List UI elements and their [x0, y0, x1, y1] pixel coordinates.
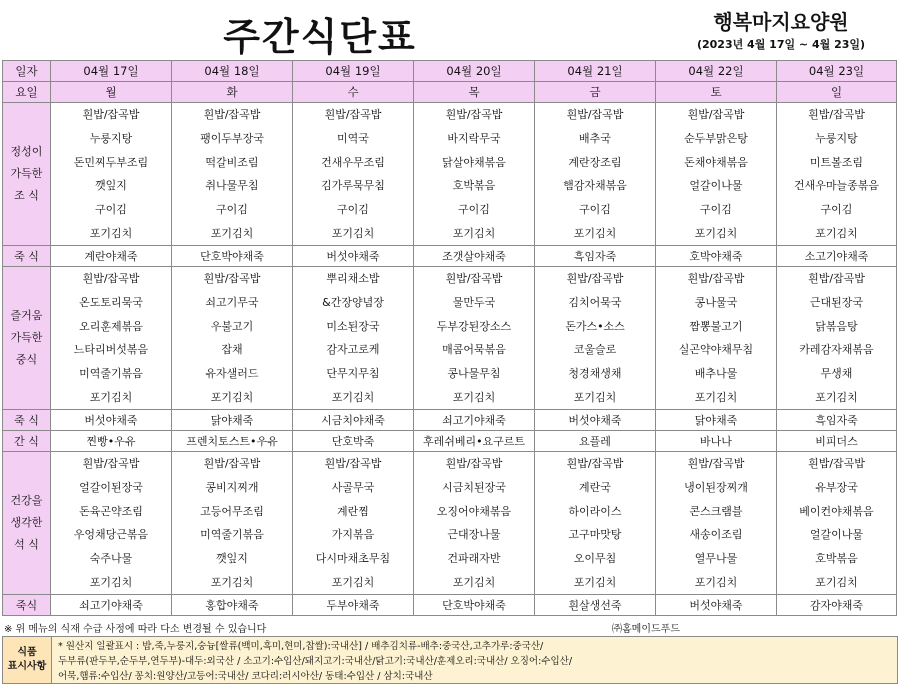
- menu-item: 프렌치토스트•우유: [172, 431, 293, 452]
- menu-item: 미역국: [337, 131, 369, 145]
- menu-item: 쇠고기야채죽: [51, 595, 172, 616]
- menu-item: 흰밥/잡곡밥: [687, 457, 745, 471]
- menu-item: 누룽지탕: [89, 131, 133, 145]
- menu-item: 버섯야채죽: [51, 410, 172, 431]
- menu-item: 흰밥/잡곡밥: [203, 108, 261, 122]
- weekday-cell: 금: [535, 82, 656, 103]
- menu-item: 단호박야채죽: [414, 595, 535, 616]
- meal-label: [3, 452, 51, 595]
- menu-item: 냉이된장찌개: [684, 480, 748, 494]
- menu-item: 돈채야채볶음: [684, 155, 748, 169]
- menu-item: 포기김치: [573, 390, 617, 404]
- menu-cell: [172, 103, 293, 246]
- menu-item: 가지볶음: [331, 528, 375, 542]
- menu-item-list: [51, 103, 171, 245]
- menu-item: 포기김치: [452, 575, 496, 589]
- menu-item: 햄감자채볶음: [563, 179, 627, 193]
- menu-item: 순두부맑은탕: [684, 131, 748, 145]
- date-cell: 04월 23일: [777, 61, 897, 82]
- menu-item: 오이무침: [573, 551, 617, 565]
- menu-item: 잡채: [221, 343, 243, 357]
- dinner-row: [3, 452, 897, 595]
- menu-item: 취나물무침: [205, 179, 259, 193]
- menu-item-list: [172, 103, 292, 245]
- meal-label-line: 즐거움: [10, 309, 43, 322]
- menu-item: 콘스크램블: [689, 504, 743, 518]
- date-cell: 04월 21일: [535, 61, 656, 82]
- menu-item-list: [51, 452, 171, 594]
- menu-item: 호박볶음: [815, 551, 858, 565]
- menu-item-list: [777, 452, 896, 594]
- meal-label-line: 가득한: [10, 167, 43, 180]
- menu-item: 누룽지탕: [815, 131, 858, 145]
- menu-item: 배추국: [579, 131, 611, 145]
- menu-item: 흑임자죽: [535, 246, 656, 267]
- menu-item-list: [777, 267, 896, 409]
- menu-item: 닭볶음탕: [815, 319, 858, 333]
- row-label: 죽식: [3, 595, 51, 616]
- menu-cell: [293, 267, 414, 410]
- menu-item: 호박볶음: [452, 179, 496, 193]
- menu-item: 포기김치: [452, 226, 496, 240]
- menu-item-list: [293, 452, 413, 594]
- menu-item: 돈육곤약조림: [79, 504, 143, 518]
- origin-label-line: 식품: [17, 647, 37, 658]
- menu-item: 버섯야채죽: [535, 410, 656, 431]
- manufacturer: ㈜홈메이드푸드: [612, 624, 680, 635]
- menu-item: 무생채: [820, 366, 853, 380]
- menu-item: 계란찜: [337, 504, 369, 518]
- weekday-cell: 목: [414, 82, 535, 103]
- menu-item: 흰밥/잡곡밥: [445, 108, 503, 122]
- menu-item: 소고기야채죽: [777, 246, 897, 267]
- origin-line: 어묵,햄류:수입산/ 꽁치:원양산/고등어:국내산/ 코다리:러시아산/ 동태:수입산 / 삼치:국내산: [58, 671, 433, 682]
- menu-item: 구이김: [95, 202, 127, 216]
- date-cell: 04월 18일: [172, 61, 293, 82]
- menu-item: 떡갈비조림: [205, 155, 259, 169]
- weekday-cell: 수: [293, 82, 414, 103]
- row-label: 일자: [3, 61, 51, 82]
- menu-item: 포기김치: [331, 575, 375, 589]
- menu-cell: [777, 103, 897, 246]
- meal-label-line: 생각한: [10, 516, 43, 529]
- menu-item: 포기김치: [89, 575, 133, 589]
- menu-item: 버섯야채죽: [656, 595, 777, 616]
- menu-item: 두부강된장소스: [436, 319, 512, 333]
- menu-item: 깻잎지: [95, 179, 127, 193]
- menu-item: 구이김: [820, 202, 853, 216]
- menu-item: 김가루묵무침: [321, 179, 385, 193]
- date-cell: 04월 19일: [293, 61, 414, 82]
- weekday-cell: 토: [656, 82, 777, 103]
- menu-cell: [293, 452, 414, 595]
- menu-cell: [172, 452, 293, 595]
- menu-item: 흰밥/잡곡밥: [808, 457, 865, 471]
- menu-item-list: [293, 267, 413, 409]
- menu-item: 시금치야채죽: [293, 410, 414, 431]
- meal-label-line: 가득한: [10, 331, 43, 344]
- menu-item: 콩나물무침: [447, 366, 501, 380]
- snack-row: [3, 431, 897, 452]
- menu-item: 계란장조림: [568, 155, 622, 169]
- menu-item: 미역줄기볶음: [79, 366, 143, 380]
- menu-item: 뿌리채소밥: [326, 272, 380, 286]
- menu-item-list: [414, 452, 534, 594]
- meal-label-line: 정성이: [10, 145, 43, 158]
- menu-item: 흰밥/잡곡밥: [566, 108, 624, 122]
- menu-item: 얼갈이나물: [809, 528, 864, 542]
- menu-cell: [535, 267, 656, 410]
- menu-item: 시금치된장국: [442, 480, 506, 494]
- menu-item-list: [535, 103, 655, 245]
- menu-item-list: [414, 103, 534, 245]
- menu-item: 포기김치: [210, 575, 254, 589]
- menu-item: 단호박죽: [293, 431, 414, 452]
- origin-text: [52, 637, 897, 683]
- menu-item: 오징어야채볶음: [436, 504, 512, 518]
- menu-item: 호박야채죽: [656, 246, 777, 267]
- menu-item: 구이김: [700, 202, 732, 216]
- origin-line: 두부류(판두부,순두부,연두부)-대두:외국산 / 소고기:수입산/돼지고기:국내산/닭고기:국내산/훈제오리:국내산/ 오징어:수입산/: [58, 656, 573, 667]
- porridge-row: [3, 595, 897, 616]
- menu-cell: [414, 103, 535, 246]
- menu-item: 포기김치: [694, 226, 738, 240]
- menu-item: 포기김치: [89, 226, 133, 240]
- meal-label-line: 조 식: [14, 189, 39, 202]
- menu-item: 팽이두부장국: [200, 131, 264, 145]
- menu-cell: [414, 267, 535, 410]
- menu-item: 구이김: [337, 202, 369, 216]
- menu-cell: [535, 103, 656, 246]
- menu-item: 근대된장국: [809, 295, 864, 309]
- menu-item: 고등어무조림: [200, 504, 264, 518]
- menu-item: 포기김치: [210, 390, 254, 404]
- menu-cell: [656, 267, 777, 410]
- menu-item: 하이라이스: [568, 504, 622, 518]
- menu-item: 닭야채죽: [172, 410, 293, 431]
- menu-cell: [51, 267, 172, 410]
- menu-cell: [51, 103, 172, 246]
- menu-cell: [777, 267, 897, 410]
- menu-item: 계란국: [579, 480, 611, 494]
- date-cell: 04월 22일: [656, 61, 777, 82]
- menu-item: 깻잎지: [216, 551, 248, 565]
- menu-item-list: [535, 452, 655, 594]
- menu-item: 조갯살야채죽: [414, 246, 535, 267]
- menu-item: 흑임자죽: [777, 410, 897, 431]
- menu-item: 코울슬로: [573, 343, 617, 357]
- menu-item: 요플레: [535, 431, 656, 452]
- menu-item: 포기김치: [331, 390, 375, 404]
- menu-item: 건파래자반: [447, 551, 501, 565]
- menu-item: 흰밥/잡곡밥: [445, 272, 503, 286]
- menu-item-list: [414, 267, 534, 409]
- menu-item: 흰밥/잡곡밥: [808, 108, 865, 122]
- row-label: 죽 식: [3, 246, 51, 267]
- origin-label-line: 표시사항: [7, 661, 47, 672]
- menu-item: 찐빵•우유: [51, 431, 172, 452]
- menu-item: 계란야채죽: [51, 246, 172, 267]
- menu-item-list: [656, 267, 776, 409]
- menu-item: 건새우무조림: [321, 155, 385, 169]
- menu-item: 짬뽕불고기: [689, 319, 743, 333]
- menu-item: 흰밥/잡곡밥: [82, 272, 140, 286]
- menu-item-list: [293, 103, 413, 245]
- breakfast-row: [3, 103, 897, 246]
- menu-item: 감자고로케: [326, 343, 380, 357]
- weekday-cell: 화: [172, 82, 293, 103]
- date-cell: 04월 17일: [51, 61, 172, 82]
- menu-item: 닭살야채볶음: [442, 155, 506, 169]
- weekday-cell: 월: [51, 82, 172, 103]
- menu-item-list: [172, 452, 292, 594]
- menu-item: 카레감자채볶음: [799, 343, 874, 357]
- meal-label-line: 중식: [15, 353, 38, 366]
- menu-item: 감자야채죽: [777, 595, 897, 616]
- menu-item: 베이컨야채볶음: [799, 504, 874, 518]
- menu-item: 건새우마늘종볶음: [793, 179, 879, 193]
- menu-item: 흰밥/잡곡밥: [445, 457, 503, 471]
- menu-item: 흰밥/잡곡밥: [203, 272, 261, 286]
- menu-cell: [777, 452, 897, 595]
- menu-cell: [51, 452, 172, 595]
- menu-item: 온도토리묵국: [79, 295, 143, 309]
- menu-item: 흰밥/잡곡밥: [687, 108, 745, 122]
- menu-item: 얼갈이나물: [689, 179, 743, 193]
- facility-name: 행복마지요양원: [713, 10, 849, 34]
- menu-item: 포기김치: [815, 226, 858, 240]
- menu-item: 김치어묵국: [568, 295, 622, 309]
- row-label: 요일: [3, 82, 51, 103]
- menu-item: 미소된장국: [326, 319, 380, 333]
- menu-item: 구이김: [458, 202, 490, 216]
- menu-item: 흰밥/잡곡밥: [203, 457, 261, 471]
- menu-item: 포기김치: [89, 390, 133, 404]
- menu-cell: [293, 103, 414, 246]
- menu-item: 콩비지찌개: [205, 480, 259, 494]
- menu-item: 홍합야채죽: [172, 595, 293, 616]
- menu-item: 미트볼조림: [809, 155, 864, 169]
- menu-cell: [656, 103, 777, 246]
- menu-item: 포기김치: [815, 390, 858, 404]
- menu-item: 포기김치: [452, 390, 496, 404]
- porridge-row: [3, 246, 897, 267]
- menu-item: 바나나: [656, 431, 777, 452]
- date-row: [3, 61, 897, 82]
- menu-item: 구이김: [579, 202, 611, 216]
- menu-item: 흰밥/잡곡밥: [687, 272, 745, 286]
- menu-item: 흰밥/잡곡밥: [82, 108, 140, 122]
- weekly-menu-table: [2, 60, 897, 616]
- menu-item: 포기김치: [573, 226, 617, 240]
- menu-item: 바지락무국: [447, 131, 501, 145]
- menu-cell: [172, 267, 293, 410]
- menu-item: 단무지무침: [326, 366, 380, 380]
- menu-cell: [656, 452, 777, 595]
- menu-item: &간장양념장: [322, 295, 384, 309]
- menu-item: 돈민찌두부조림: [73, 155, 149, 169]
- menu-cell: [414, 452, 535, 595]
- menu-item: 우엉채당근볶음: [73, 528, 149, 542]
- menu-item: 새송이조림: [689, 528, 743, 542]
- menu-item: 고구마맛탕: [568, 528, 622, 542]
- menu-item: 단호박야채죽: [172, 246, 293, 267]
- menu-item: 흰살생선죽: [535, 595, 656, 616]
- menu-item-list: [51, 267, 171, 409]
- menu-item: 오리훈제볶음: [79, 319, 143, 333]
- origin-info-box: [2, 636, 898, 684]
- porridge-row: [3, 410, 897, 431]
- change-notice: ※ 위 메뉴의 식재 수급 사정에 따라 다소 변경될 수 있습니다: [4, 624, 267, 635]
- menu-item: 쇠고기야채죽: [414, 410, 535, 431]
- meal-label-line: 석 식: [14, 538, 39, 551]
- menu-item-list: [656, 103, 776, 245]
- menu-item: 포기김치: [331, 226, 375, 240]
- menu-item: 미역줄기볶음: [200, 528, 264, 542]
- menu-item: 포기김치: [694, 390, 738, 404]
- menu-item: 우불고기: [210, 319, 254, 333]
- menu-item: 얼갈이된장국: [79, 480, 143, 494]
- menu-item: 구이김: [216, 202, 248, 216]
- meal-label: [3, 103, 51, 246]
- menu-item: 포기김치: [815, 575, 858, 589]
- menu-item: 숙주나물: [89, 551, 133, 565]
- weekday-cell: 일: [777, 82, 897, 103]
- menu-item: 두부야채죽: [293, 595, 414, 616]
- menu-item-list: [172, 267, 292, 409]
- date-cell: 04월 20일: [414, 61, 535, 82]
- menu-item: 근대장나물: [447, 528, 501, 542]
- lunch-row: [3, 267, 897, 410]
- menu-item: 물만두국: [452, 295, 496, 309]
- menu-item: 흰밥/잡곡밥: [566, 457, 624, 471]
- menu-item: 청경채생채: [568, 366, 622, 380]
- menu-item: 느타리버섯볶음: [73, 343, 149, 357]
- period-range: (2023년 4월 17일 ~ 4월 23일): [696, 38, 866, 51]
- menu-item: 버섯야채죽: [293, 246, 414, 267]
- weekday-row: [3, 82, 897, 103]
- menu-item: 배추나물: [694, 366, 738, 380]
- menu-cell: [535, 452, 656, 595]
- origin-label: [3, 637, 52, 683]
- menu-item-list: [656, 452, 776, 594]
- menu-item-list: [777, 103, 896, 245]
- menu-item: 흰밥/잡곡밥: [324, 108, 382, 122]
- menu-item: 사골무국: [331, 480, 375, 494]
- menu-item: 비피더스: [777, 431, 897, 452]
- menu-item: 실곤약야채무침: [678, 343, 754, 357]
- origin-line: * 원산지 일괄표시 : 밥,죽,누룽지,숭늉[쌀류(백미,흑미,현미,찹쌀):국내산] / 배추김치류-배추:중국산,고추가루:중국산/: [58, 641, 544, 652]
- page-title: 주간식단표: [223, 15, 417, 59]
- menu-item: 열무나물: [694, 551, 738, 565]
- menu-item: 포기김치: [210, 226, 254, 240]
- row-label: 죽 식: [3, 410, 51, 431]
- menu-item: 쇠고기무국: [205, 295, 259, 309]
- menu-item: 다시마채초무침: [315, 551, 391, 565]
- menu-item: 유자샐러드: [205, 366, 259, 380]
- meal-label-line: 건강을: [10, 494, 43, 507]
- menu-item: 포기김치: [573, 575, 617, 589]
- menu-item: 흰밥/잡곡밥: [324, 457, 382, 471]
- menu-item: 돈가스•소스: [565, 319, 625, 333]
- menu-item: 흰밥/잡곡밥: [566, 272, 624, 286]
- menu-item: 포기김치: [694, 575, 738, 589]
- menu-item-list: [535, 267, 655, 409]
- menu-item: 콩나물국: [694, 295, 738, 309]
- menu-item: 닭야채죽: [656, 410, 777, 431]
- menu-item: 매콤어묵볶음: [442, 343, 506, 357]
- menu-item: 흰밥/잡곡밥: [808, 272, 865, 286]
- menu-item: 유부장국: [815, 480, 858, 494]
- meal-label: [3, 267, 51, 410]
- menu-item: 흰밥/잡곡밥: [82, 457, 140, 471]
- row-label: 간 식: [3, 431, 51, 452]
- menu-item: 후레쉬베리•요구르트: [414, 431, 535, 452]
